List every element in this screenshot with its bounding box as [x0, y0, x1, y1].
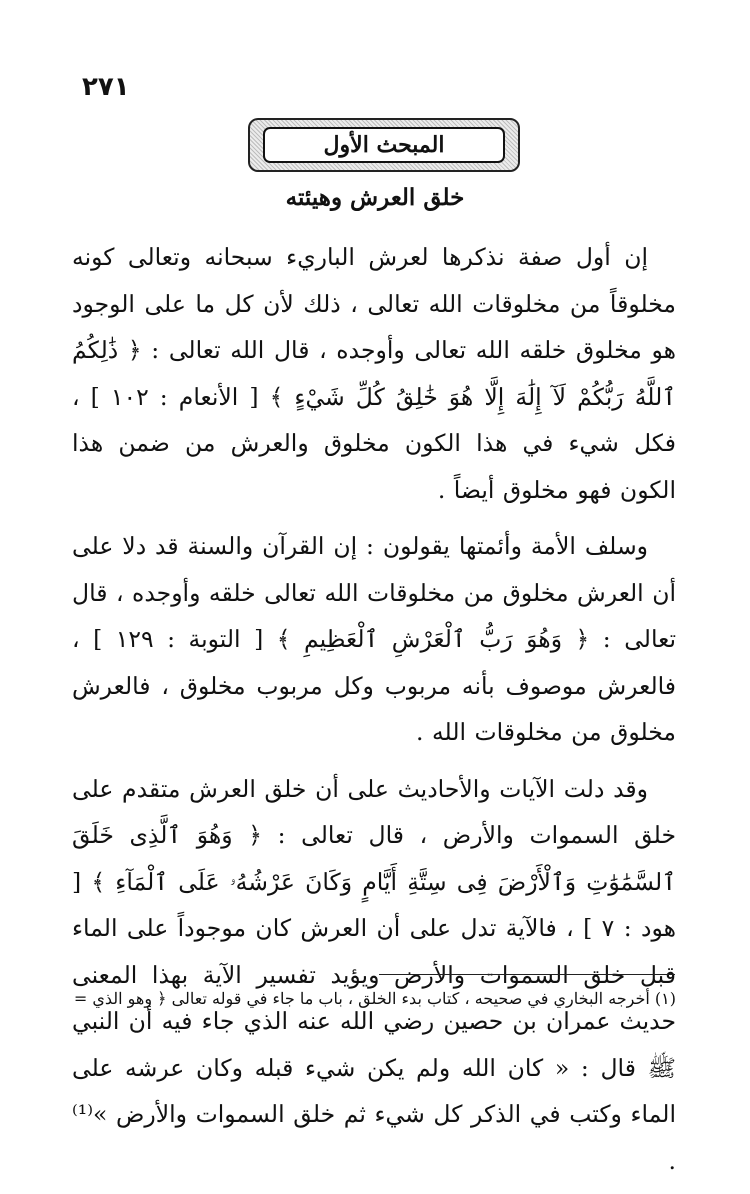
page-number: ٢٧١ — [82, 72, 130, 102]
chapter-title-frame — [248, 118, 520, 172]
footnote: (١) أخرجه البخاري في صحيحه ، كتاب بدء الخلق ، باب ما جاء في قوله تعالى ﴿ وهو الذي = — [73, 989, 676, 1008]
paragraph-text: وسلف الأمة وأئمتها يقولون : إن القرآن والسنة قد دلا على أن العرش مخلوق من مخلوقات الله تعالى خلقه وأوجده ، قال تعالى : ﴿ وَهُوَ رَبُّ ٱلْعَرْشِ ٱلْعَظِيمِ ﴾ [ التوبة : ١٢٩ ] ، فالعرش موصوف بأنه مربوب وكل مربوب مخلوق ، فالعرش مخلوق من مخلوقات الله . — [72, 532, 676, 746]
body-text — [72, 234, 676, 1194]
chapter-title: المبحث الأول — [263, 127, 505, 163]
paragraph-text: إن أول صفة نذكرها لعرش الباريء سبحانه وتعالى كونه مخلوقاً من مخلوقات الله تعالى ، ذلك لأن كل ما على الوجود هو مخلوق خلقه الله تعالى وأوجده ، قال الله تعالى : ﴿ ذَٰلِكُمُ ٱللَّهُ رَبُّكُمْ لَآ إِلَٰهَ إِلَّا هُوَ خَٰلِقُ كُلِّ شَيْءٍ ﴾ [ الأنعام : ١٠٢ ] ، فكل شيء في هذا الكون مخلوق والعرش من ضمن هذا الكون فهو مخلوق أيضاً . — [72, 243, 677, 504]
paragraph — [72, 234, 676, 513]
paragraph-text: وقد دلت الآيات والأحاديث على أن خلق العرش متقدم على خلق السموات والأرض ، قال تعالى : ﴿ وَهُوَ ٱلَّذِى خَلَقَ ٱلسَّمَٰوَٰتِ وَٱلْأَرْضَ فِى سِتَّةِ أَيَّامٍ وَكَانَ عَرْشُهُۥ عَلَى ٱلْمَآءِ ﴾ [ هود : ٧ ] ، فالآية تدل على أن العرش كان موجوداً على الماء قبل خلق السموات والأرض ويؤيد تفسير الآية بهذا المعنى حديث عمران بن حصين رضي الله عنه الذي جاء فيه أن النبي ﷺ قال : « كان الله ولم يكن شيء قبله وكان عرشه على الماء وكتب في الذكر كل شيء ثم خلق السموات والأرض »⁽¹⁾ . — [72, 774, 676, 1175]
section-title: خلق العرش وهيئته — [285, 184, 465, 211]
paragraph — [72, 523, 676, 756]
footnote-separator — [379, 974, 675, 975]
